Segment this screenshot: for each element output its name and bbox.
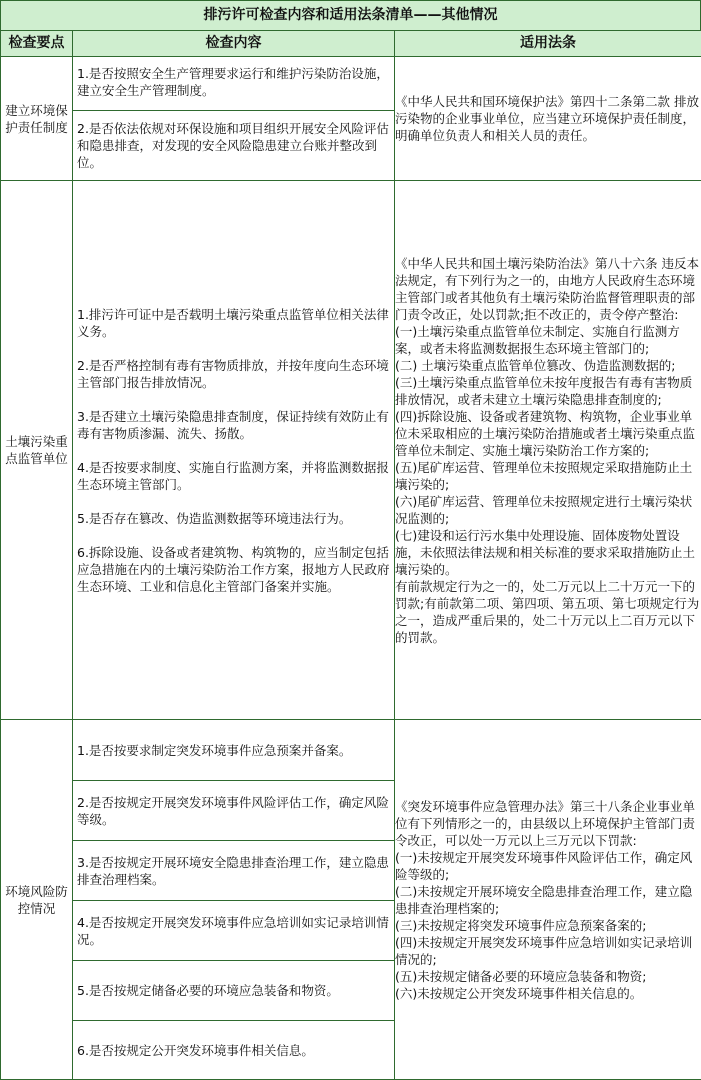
content-item: 6.是否按规定公开突发环境事件相关信息。 [73, 1020, 394, 1079]
checklist-table [0, 30, 701, 1080]
content-item: 2.是否依法依规对环保设施和项目组织开展安全风险评估和隐患排查，对发现的安全风险隐患建立台账并整改到位。 [73, 110, 394, 180]
content-item: 5.是否按规定储备必要的环境应急装备和物资。 [73, 960, 394, 1020]
section-content [73, 181, 395, 720]
section-row-responsibility [1, 57, 701, 181]
section-row-soil [1, 181, 701, 720]
header-row [1, 31, 701, 57]
content-item: 2.是否严格控制有毒有害物质排放，并按年度向生态环境主管部门报告排放情况。 [77, 357, 390, 391]
law-text: 《突发环境事件应急管理办法》第三十八条企业事业单位有下列情形之一的，由县级以上环境保护主管部门责令改正，可以处一万元以上三万元以下罚款: (一)未按规定开展突发环境事件风险评估工作，确定风险等级的; (二)未按规定开展环境安全隐患排查治理工作，建立隐患排查治理档案的; (三)未按规定将突发环境事件应急预案备案的; (四)未按规定开展突发环境事件应急培训如实记录培训情况的; (五)未按规定储备必要的环境应急装备和物资; (六)未按规定公开突发环境事件相关信息的。 [395, 798, 701, 1002]
content-list [73, 304, 394, 597]
header-content: 检查内容 [73, 31, 395, 57]
content-item: 6.拆除设施、设备或者建筑物、构筑物的，应当制定包括应急措施在内的土壤污染防治工作方案，报地方人民政府生态环境、工业和信息化主管部门备案并实施。 [77, 544, 390, 595]
content-item: 1.是否按要求制定突发环境事件应急预案并备案。 [73, 720, 394, 780]
content-item: 2.是否按规定开展突发环境事件风险评估工作，确定风险等级。 [73, 780, 394, 840]
section-point: 土壤污染重点监管单位 [1, 181, 73, 720]
content-item: 3.是否建立土壤污染隐患排查制度，保证持续有效防止有毒有害物质渗漏、流失、扬散。 [77, 408, 390, 442]
content-item: 1.排污许可证中是否载明土壤污染重点监管单位相关法律义务。 [77, 306, 390, 340]
section-point: 环境风险防控情况 [1, 720, 73, 1080]
content-item: 1.是否按照安全生产管理要求运行和维护污染防治设施，建立安全生产管理制度。 [73, 57, 394, 110]
section-law [395, 181, 701, 720]
content-item: 5.是否存在篡改、伪造监测数据等环境违法行为。 [77, 510, 390, 527]
section-content [73, 720, 395, 1080]
section-content [73, 57, 395, 181]
section-law [395, 720, 701, 1080]
header-point: 检查要点 [1, 31, 73, 57]
law-text: 《中华人民共和国环境保护法》第四十二条第二款 排放污染物的企业事业单位，应当建立环境保护责任制度，明确单位负责人和相关人员的责任。 [395, 93, 701, 144]
section-row-risk [1, 720, 701, 1080]
section-point: 建立环境保护责任制度 [1, 57, 73, 181]
header-law: 适用法条 [395, 31, 701, 57]
law-text: 《中华人民共和国土壤污染防治法》第八十六条 违反本法规定，有下列行为之一的，由地方人民政府生态环境主管部门或者其他负有土壤污染防治监督管理职责的部门责令改正，处以罚款;拒不改正的，责令停产整治: (一)土壤污染重点监管单位未制定、实施自行监测方案，或者未将监测数据报生态环境主管部门的; (二) 土壤污染重点监管单位篡改、伪造监测数据的; (三)土壤污染重点监管单位未按年度报告有毒有害物质排放情况，或者未建立土壤污染隐患排查制度的; (四)拆除设施、设备或者建筑物、构筑物，企业事业单位未采取相应的土壤污染防治措施或者土壤污染重点监管单位未制定、实施土壤污染防治工作方案的; (五)尾矿库运营、管理单位未按照规定采取措施防止土壤污染的; (六)尾矿库运营、管理单位未按照规定进行土壤污染状况监测的; (七)建设和运行污水集中处理设施、固体废物处置设施，未依照法律法规和相关标准的要求采取措施防止土壤污染的。 有前款规定行为之一的，处二万元以上二十万元一下的罚款;有前款第二项、第四项、第五项、第七项规定行为之一，造成严重后果的，处二十万元以上二百万元以下的罚款。 [395, 255, 701, 646]
content-item: 3.是否按规定开展环境安全隐患排查治理工作，建立隐患排查治理档案。 [73, 840, 394, 900]
section-law [395, 57, 701, 181]
content-item: 4.是否按规定开展突发环境事件应急培训如实记录培训情况。 [73, 900, 394, 960]
page-title: 排污许可检查内容和适用法条清单——其他情况 [0, 0, 701, 31]
content-item: 4.是否按要求制度、实施自行监测方案，并将监测数据报生态环境主管部门。 [77, 459, 390, 493]
